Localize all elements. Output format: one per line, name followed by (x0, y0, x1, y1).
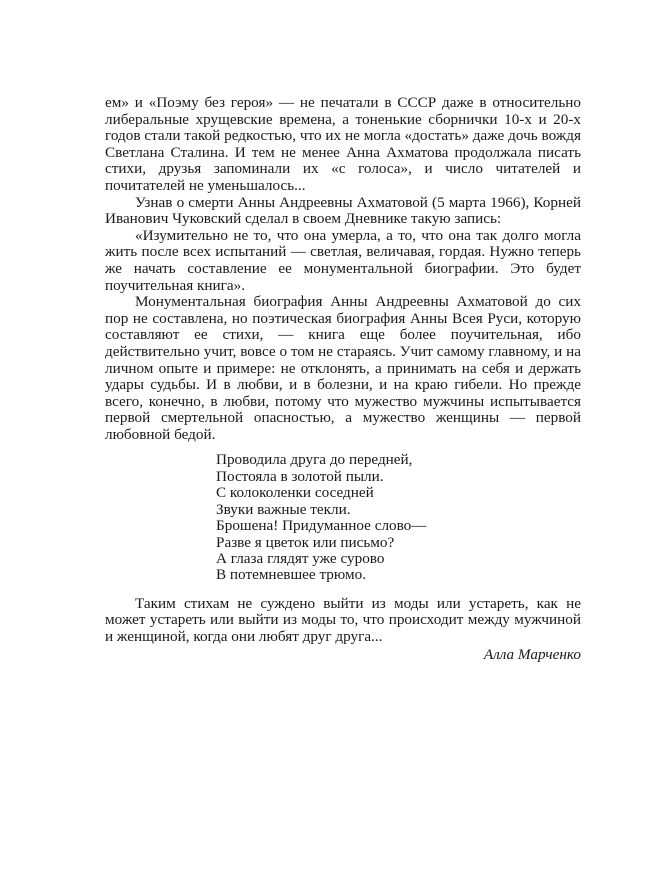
paragraph-conclusion: Таким стихам не суждено выйти из моды или устареть, как не может устареть или выйти из моды то, что происходит между мужчиной и женщиной, когда они любят друг друга... (105, 594, 581, 645)
poem-line: В потемневшее трюмо. (216, 566, 367, 584)
poem-line: Проводила друга до передней, (216, 451, 413, 469)
paragraph-intro: ем» и «Поэму без героя» — не печатали в СССР даже в относительно либеральные хрущевские времена, а тоненькие сборнички 10-х и 20-х годов стали такой редкостью, что их не могла «достать» даже дочь вождя Светлана Сталина. И тем не менее Анна Ахматова продолжала писать стихи, друзья запоминали их «с голоса», и число читателей и почитателей не уменьшалось... (105, 94, 581, 194)
page-content (105, 95, 581, 663)
poem-line: Постояла в золотой пыли. (216, 467, 384, 485)
poem-block (216, 452, 581, 583)
poem-line: А глаза глядят уже сурово (216, 549, 385, 567)
poem-line: С колоколенки соседней (216, 484, 374, 502)
poem-line: Брошена! Придуманное слово— (216, 517, 427, 535)
poem-line: Разве я цветок или письмо? (216, 533, 395, 551)
paragraph-chukovsky-intro: Узнав о смерти Анны Андреевны Ахматовой (5 марта 1966), Корней Иванович Чуковский сделал в своем Дневнике такую запись: (105, 193, 581, 228)
author-signature: Алла Марченко (483, 645, 581, 663)
poem-line: Звуки важные текли. (216, 500, 351, 518)
paragraph-diary-quote: «Изумительно не то, что она умерла, а то, что она так долго могла жить после всех испытаний — светлая, величавая, гордая. Нужно теперь же начать составление ее монументальной биографии. Это будет поучительная книга». (105, 226, 581, 294)
paragraph-biography: Монументальная биография Анны Андреевны Ахматовой до сих пор не составлена, но поэтическая биография Анны Всея Руси, которую составляют ее стихи, — книга еще более поучительная, ибо действительно учит, вовсе о том не стараясь. Учит самому главному, и на личном опыте и примере: не отклонять, а принимать на себя и держать удары судьбы. И в любви, и в болезни, и на краю гибели. Но прежде всего, конечно, в любви, потому что мужество мужчины испытывается первой смертельной опасностью, а мужество женщины — первой любовной бедой. (105, 293, 581, 443)
